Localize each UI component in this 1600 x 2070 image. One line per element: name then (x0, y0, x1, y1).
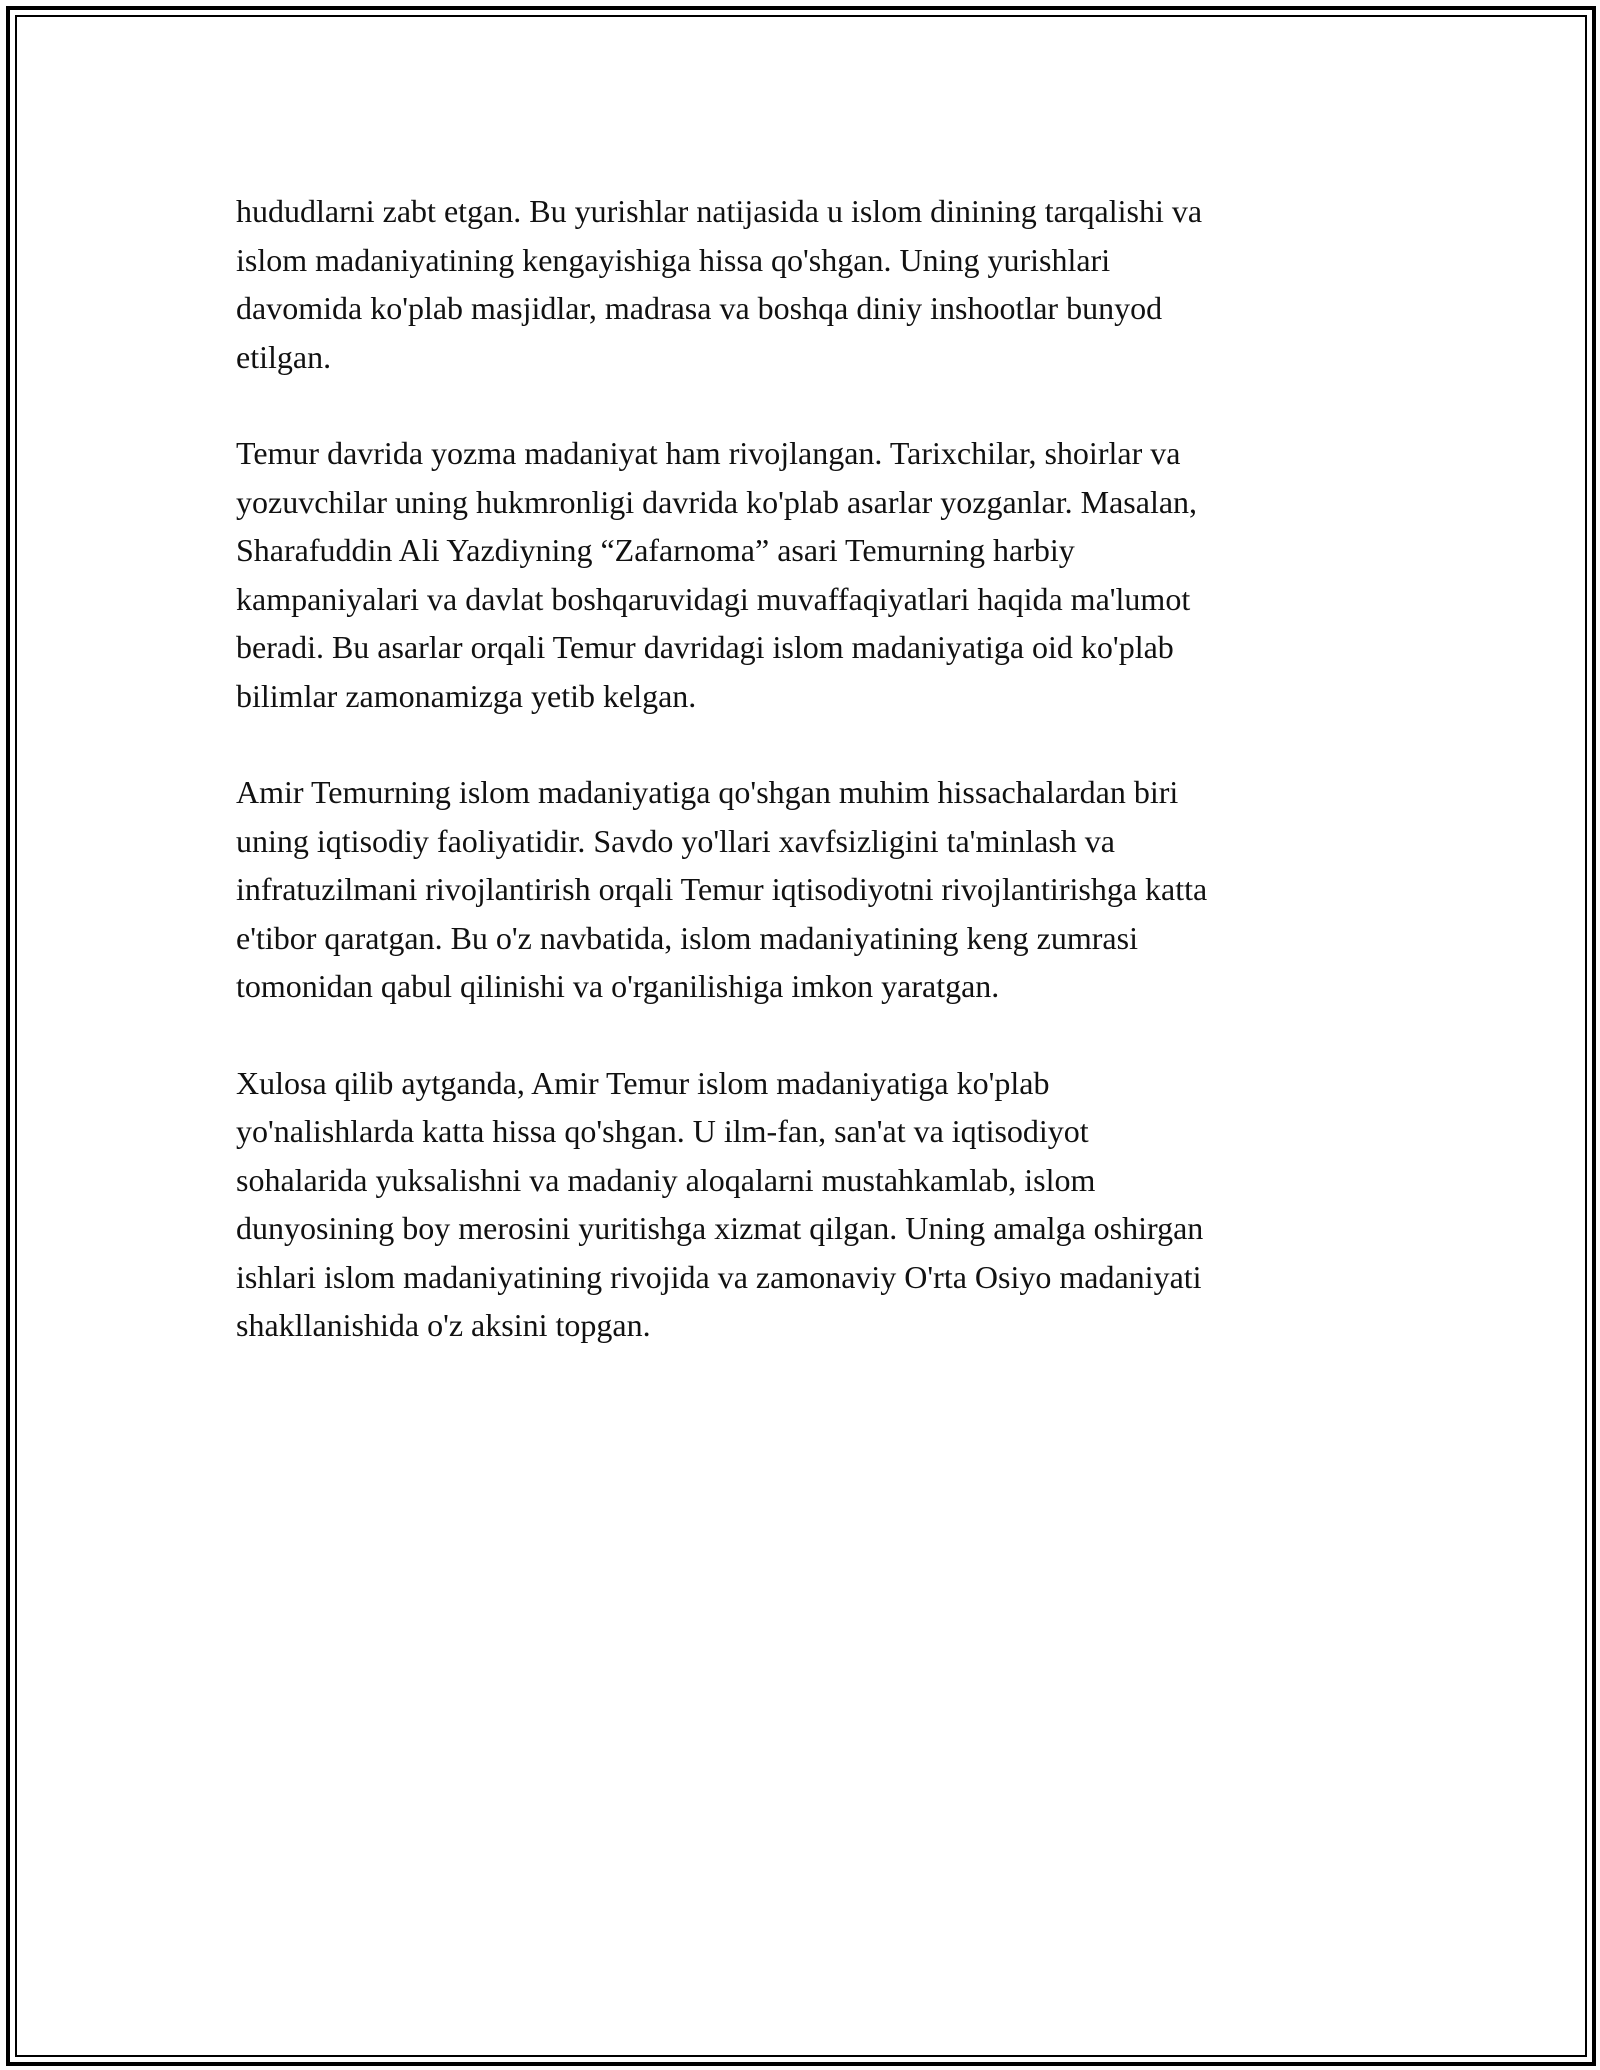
paragraph-4: Xulosa qilib aytganda, Amir Temur islom madaniyatiga ko'plab yo'nalishlarda katta hissa qo'shgan. U ilm-fan, san'at va iqtisodiyot sohalarida yuksalishni va madaniy aloqalarni mustahkamlab, islom dunyosining boy merosini yuritishga xizmat qilgan. Uning amalga oshirgan ishlari islom madaniyatining rivojida va zamonaviy O'rta Osiyo madaniyati shakllanishida o'z aksini topgan. (236, 1064, 1204, 1343)
paragraph-2: Temur davrida yozma madaniyat ham rivojlangan. Tarixchilar, shoirlar va yozuvchilar uning hukmronligi davrida ko'plab asarlar yozganlar. Masalan, Sharafuddin Ali Yazdiyning “Zafarnoma” asari Temurning harbiy kampaniyalari va davlat boshqaruvidagi muvaffaqiyatlari haqida ma'lumot beradi. Bu asarlar orqali Temur davridagi islom madaniyatiga oid ko'plab bilimlar zamonamizga yetib kelgan. (236, 435, 1198, 714)
paragraph-1: hududlarni zabt etgan. Bu yurishlar natijasida u islom dinining tarqalishi va islom madaniyatining kengayishiga hissa qo'shgan. Uning yurishlari davomida ko'plab masjidlar, madrasa va boshqa diniy inshootlar bunyod etilgan. (236, 193, 1203, 375)
document-body (236, 187, 1376, 1398)
paragraph-3: Amir Temurning islom madaniyatiga qo'shgan muhim hissachalardan biri uning iqtisodiy faoliyatidir. Savdo yo'llari xavfsizligini ta'minlash va infratuzilmani rivojlantirish orqali Temur iqtisodiyotni rivojlantirishga katta e'tibor qaratgan. Bu o'z navbatida, islom madaniyatining keng zumrasi tomonidan qabul qilinishi va o'rganilishiga imkon yaratgan. (236, 774, 1208, 1004)
